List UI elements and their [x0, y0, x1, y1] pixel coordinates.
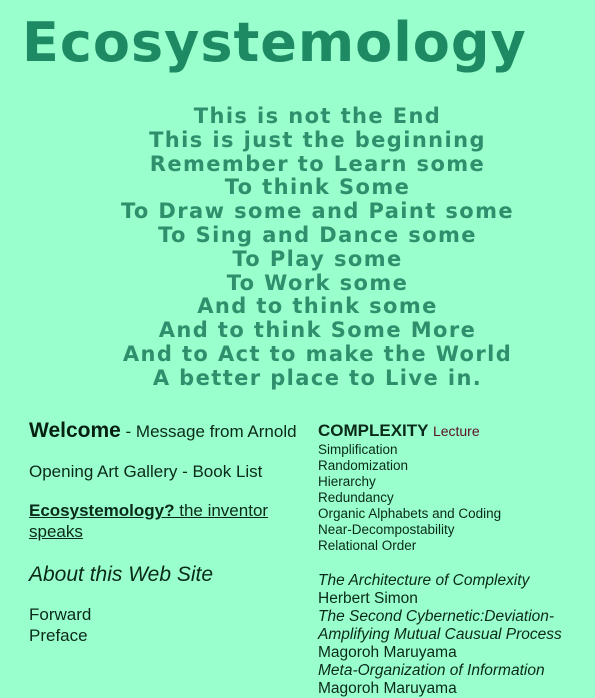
list-item[interactable]: Organic Alphabets and Coding: [318, 506, 502, 521]
poem-line: Remember to Learn some: [149, 151, 486, 176]
welcome-title[interactable]: Welcome: [29, 419, 121, 442]
ecosystemology-bold[interactable]: Ecosystemology?: [29, 501, 175, 520]
list-item[interactable]: Redundancy: [318, 490, 394, 505]
references: [318, 572, 595, 698]
complexity-list: [318, 442, 595, 554]
complexity-heading[interactable]: [318, 420, 595, 442]
ref-author: Magoroh Maruyama: [318, 680, 457, 697]
poem-line: And to think Some More: [158, 318, 477, 343]
poem-line: This is just the beginning: [149, 127, 486, 152]
ref-title[interactable]: Meta-Organization of Information: [318, 662, 545, 679]
ref-title[interactable]: The Architecture of Complexity: [318, 572, 530, 589]
ref-author: Herbert Simon: [318, 590, 418, 607]
book-list-link[interactable]: Book List: [192, 462, 263, 481]
preface-link[interactable]: Preface: [29, 626, 88, 645]
list-item[interactable]: Relational Order: [318, 538, 417, 553]
site-title: Ecosystemology: [22, 11, 527, 74]
opening-art-gallery-link[interactable]: Opening Art Gallery: [29, 462, 178, 481]
poem-line: To Sing and Dance some: [158, 222, 477, 247]
poem-line: To Work some: [226, 270, 409, 295]
poem-line: To think Some: [224, 175, 411, 200]
list-item[interactable]: Randomization: [318, 458, 409, 473]
welcome-link[interactable]: [29, 420, 299, 443]
about-site-link[interactable]: About this Web Site: [29, 563, 214, 586]
poem-line: To Play some: [232, 246, 403, 271]
list-item[interactable]: Near-Decompostability: [318, 522, 455, 537]
gallery-row: [29, 461, 299, 482]
poem: [0, 105, 595, 391]
separator: -: [177, 462, 193, 481]
lecture-link[interactable]: Lecture: [432, 423, 480, 439]
list-item[interactable]: Simplification: [318, 442, 398, 457]
ref-title[interactable]: The Second Cybernetic:Deviation-Amplifying Mutual Causual Process: [318, 608, 562, 643]
complexity-title[interactable]: COMPLEXITY: [318, 421, 429, 440]
poem-line: This is not the End: [193, 104, 442, 128]
welcome-message[interactable]: - Message from Arnold: [120, 422, 297, 441]
inventor-speaks[interactable]: the inventor speaks: [29, 501, 269, 541]
ref-author: Magoroh Maruyama: [318, 644, 457, 661]
right-column: [318, 420, 595, 698]
poem-line: To Draw some and Paint some: [120, 199, 515, 224]
ecosystemology-link[interactable]: [29, 500, 299, 542]
forward-link[interactable]: Forward: [29, 605, 92, 624]
poem-line: And to Act to make the World: [122, 341, 513, 366]
forward-preface: [29, 604, 299, 646]
list-item[interactable]: Hierarchy: [318, 474, 376, 489]
poem-line: And to think some: [197, 294, 438, 319]
poem-line: A better place to Live in.: [152, 365, 483, 390]
left-column: [29, 420, 299, 646]
